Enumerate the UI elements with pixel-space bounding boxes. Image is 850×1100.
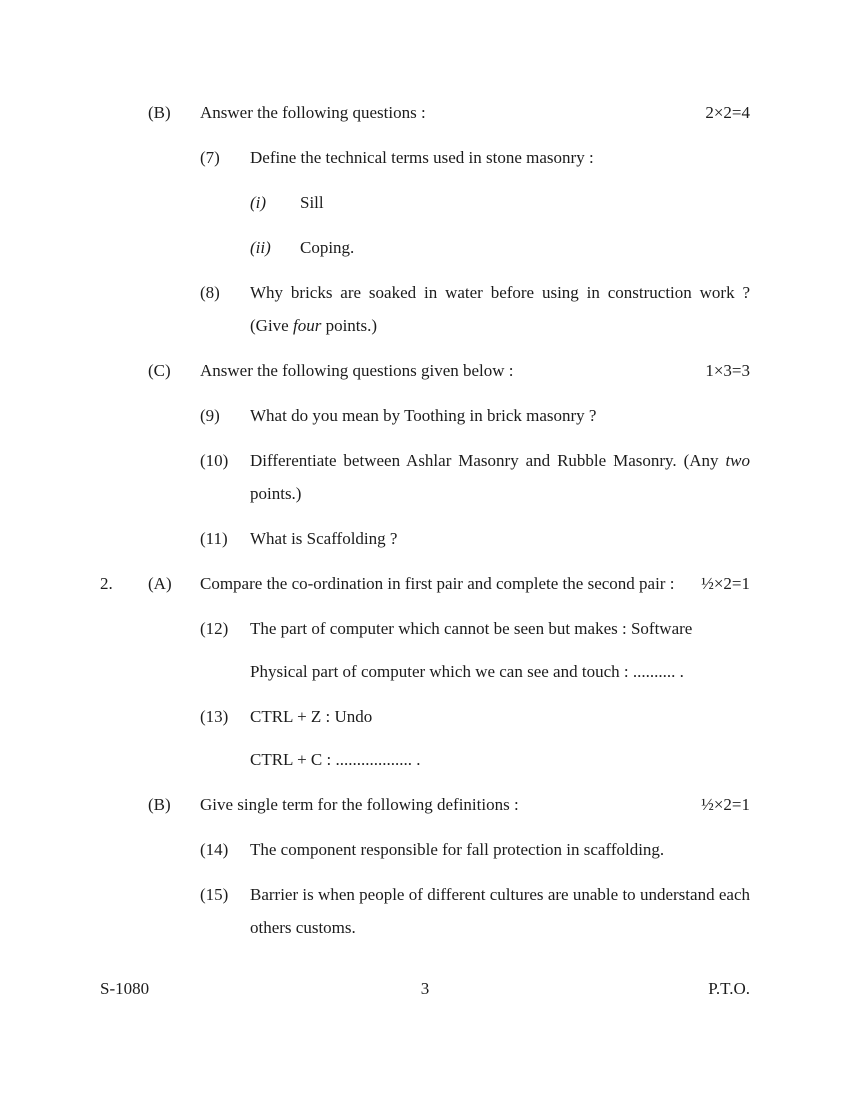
section-label: (B) — [148, 103, 171, 122]
section-instruction: Give single term for the following definitions : — [200, 795, 519, 814]
question-line-1: The part of computer which cannot be seen but makes : Software — [250, 619, 693, 638]
pto-label: P.T.O. — [708, 979, 750, 998]
question-text-italic: four — [292, 316, 322, 335]
question-number: (11) — [200, 529, 228, 548]
paper-code: S-1080 — [100, 979, 150, 998]
marks-value: ½×2=1 — [701, 574, 750, 593]
section-instruction: Answer the following questions : — [200, 103, 426, 122]
section-b1-header — [148, 96, 750, 129]
section-label: (B) — [148, 795, 171, 814]
question-number: (15) — [200, 885, 229, 904]
marks-value: ½×2=1 — [701, 795, 750, 814]
question-8 — [200, 276, 750, 342]
question-number: (14) — [200, 840, 229, 859]
question-7-sub-i — [250, 186, 750, 219]
section-instruction: Compare the co-ordination in first pair and complete the second pair : — [200, 574, 675, 593]
question-line-2: Physical part of computer which we can see and touch : .......... . — [250, 662, 684, 681]
question-line-2: CTRL + C : .................. . — [250, 750, 421, 769]
question-14 — [200, 833, 750, 866]
sub-question-number: (i) — [250, 193, 267, 212]
question-13 — [200, 700, 750, 776]
question-number: (9) — [200, 406, 220, 425]
section-label: (C) — [148, 361, 171, 380]
question-text — [250, 276, 750, 342]
marks-value: 1×3=3 — [705, 361, 750, 380]
sub-question-text: Coping. — [300, 238, 355, 257]
question-text: Barrier is when people of different cultures are unable to understand each others customs. — [250, 885, 750, 937]
question-7-sub-ii — [250, 231, 750, 264]
question-text: What is Scaffolding ? — [250, 529, 398, 548]
question-2-section-a-header — [100, 567, 750, 600]
section-c-header — [148, 354, 750, 387]
question-text — [250, 444, 750, 510]
section-label: (A) — [148, 574, 172, 593]
question-7 — [200, 141, 750, 174]
section-instruction: Answer the following questions given below : — [200, 361, 514, 380]
question-line-1: CTRL + Z : Undo — [250, 707, 373, 726]
question-text: The component responsible for fall protection in scaffolding. — [250, 840, 665, 859]
question-number: (8) — [200, 283, 220, 302]
question-number: (13) — [200, 707, 229, 726]
question-9 — [200, 399, 750, 432]
question-number: (10) — [200, 451, 229, 470]
question-number: (12) — [200, 619, 229, 638]
question-text-pre: Why bricks are soaked in water before using in construction work ? (Give — [250, 283, 750, 335]
question-text-post: points.) — [321, 316, 378, 335]
sub-question-number: (ii) — [250, 238, 271, 257]
question-10 — [200, 444, 750, 510]
question-text: What do you mean by Toothing in brick masonry ? — [250, 406, 597, 425]
section-b2-header — [148, 788, 750, 821]
question-number: (7) — [200, 148, 220, 167]
sub-question-text: Sill — [300, 193, 324, 212]
marks-value: 2×2=4 — [705, 103, 750, 122]
question-text — [250, 700, 750, 776]
question-text — [250, 612, 750, 688]
question-text: Define the technical terms used in stone masonry : — [250, 148, 594, 167]
page-number: 3 — [420, 979, 430, 998]
main-question-number: 2. — [100, 574, 113, 593]
question-11 — [200, 522, 750, 555]
question-15 — [200, 878, 750, 944]
question-12 — [200, 612, 750, 688]
question-text-post: points.) — [250, 484, 302, 503]
question-text-pre: Differentiate between Ashlar Masonry and Rubble Masonry. (Any — [250, 451, 726, 470]
question-text-italic: two — [725, 451, 750, 470]
